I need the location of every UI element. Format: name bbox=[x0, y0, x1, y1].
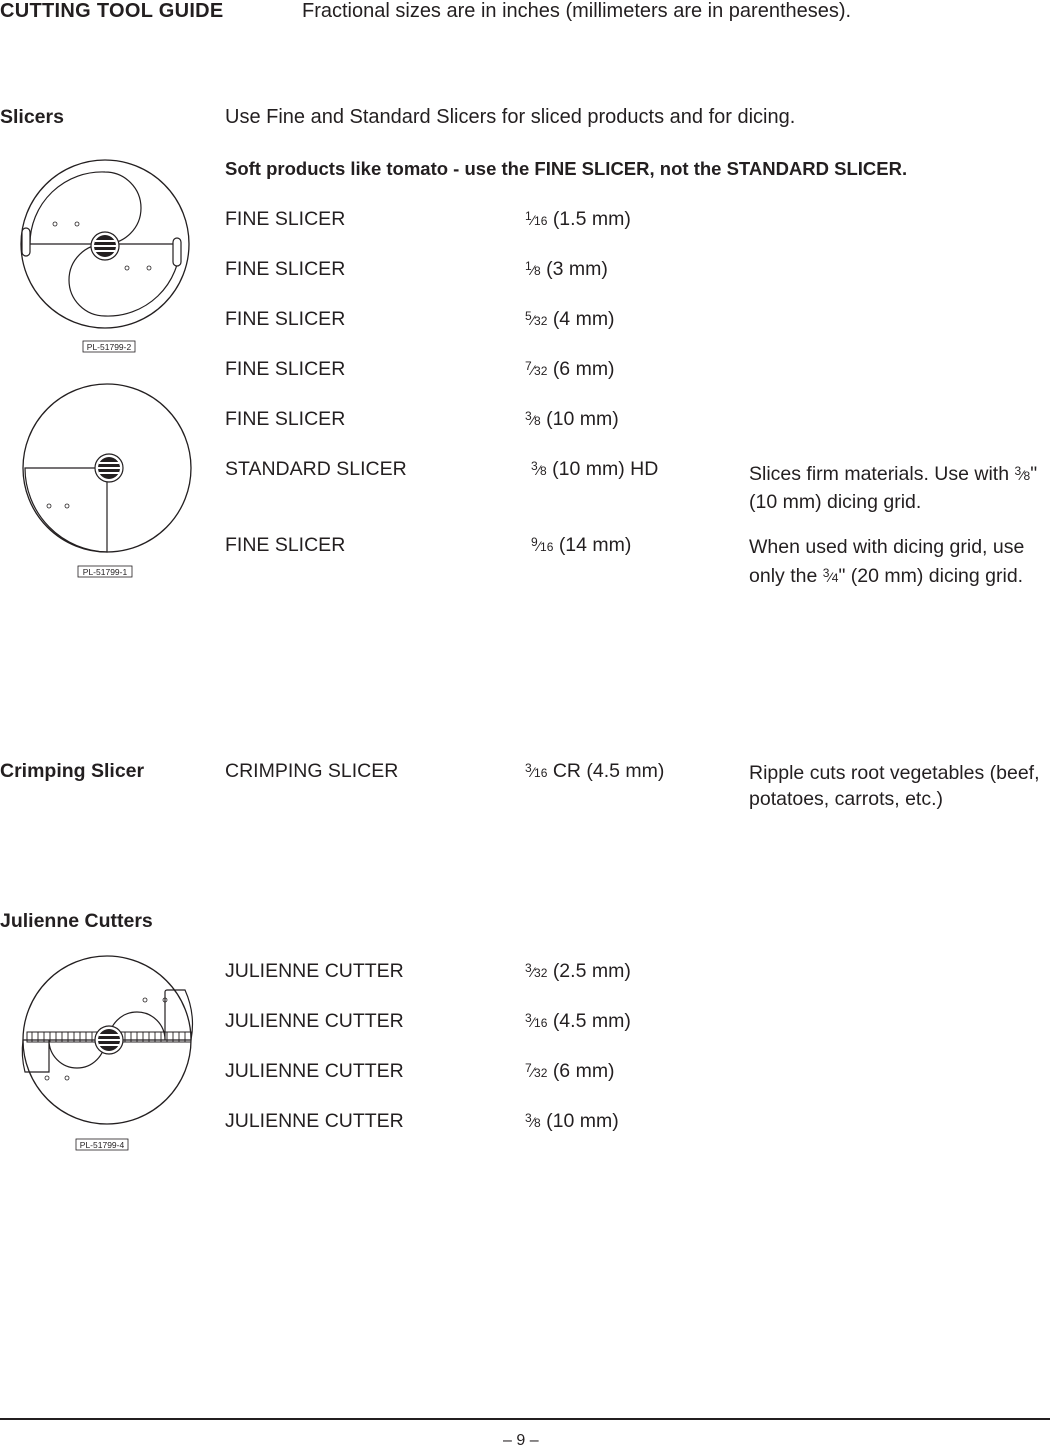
tool-name: FINE SLICER bbox=[225, 534, 346, 556]
tool-size: 3⁄8 (10 mm) bbox=[525, 408, 619, 430]
tool-name: FINE SLICER bbox=[225, 208, 346, 230]
tool-size: 3⁄32 (2.5 mm) bbox=[525, 960, 631, 982]
section-label-slicers: Slicers bbox=[0, 106, 64, 128]
fine-slicer-disc-figure bbox=[15, 158, 195, 358]
tool-name: JULIENNE CUTTER bbox=[225, 1060, 404, 1082]
slicers-warning: Soft products like tomato - use the FINE SLICER, not the STANDARD SLICER. bbox=[225, 158, 908, 179]
section-label-crimping: Crimping Slicer bbox=[0, 760, 145, 782]
figure-tag: PL-51799-1 bbox=[82, 567, 128, 577]
page-title: CUTTING TOOL GUIDE bbox=[0, 0, 224, 22]
figure-tag: PL-51799-2 bbox=[86, 342, 132, 352]
footer-divider bbox=[0, 1418, 1050, 1420]
standard-slicer-disc-figure bbox=[15, 380, 195, 580]
tool-name: JULIENNE CUTTER bbox=[225, 960, 404, 982]
tool-name: FINE SLICER bbox=[225, 358, 346, 380]
slicers-intro: Use Fine and Standard Slicers for sliced products and for dicing. bbox=[225, 106, 796, 128]
tool-name: FINE SLICER bbox=[225, 308, 346, 330]
tool-size: 1⁄16 (1.5 mm) bbox=[525, 208, 631, 230]
page-number: – 9 – bbox=[503, 1432, 539, 1449]
tool-name: STANDARD SLICER bbox=[225, 458, 407, 480]
tool-size: 1⁄8 (3 mm) bbox=[525, 258, 608, 280]
tool-size: 3⁄8 (10 mm) bbox=[525, 1110, 619, 1132]
tool-name: JULIENNE CUTTER bbox=[225, 1110, 404, 1132]
tool-name: CRIMPING SLICER bbox=[225, 760, 399, 782]
julienne-cutter-disc-figure bbox=[15, 952, 200, 1157]
tool-note: Ripple cuts root vegetables (beef, potatoes, carrots, etc.) bbox=[749, 762, 1040, 810]
tool-note: Slices firm materials. Use with 3⁄8" (10 mm) dicing grid. bbox=[749, 463, 1038, 513]
tool-size: 5⁄32 (4 mm) bbox=[525, 308, 615, 330]
tool-size: 3⁄16 (4.5 mm) bbox=[525, 1010, 631, 1032]
section-label-julienne: Julienne Cutters bbox=[0, 910, 153, 932]
tool-name: JULIENNE CUTTER bbox=[225, 1010, 404, 1032]
tool-size: 3⁄8 (10 mm) HD bbox=[531, 458, 659, 480]
tool-size: 9⁄16 (14 mm) bbox=[531, 534, 632, 556]
tool-note: When used with dicing grid, use only the 3⁄4" (20 mm) dicing grid. bbox=[749, 536, 1025, 587]
tool-name: FINE SLICER bbox=[225, 258, 346, 280]
figure-tag: PL-51799-4 bbox=[79, 1140, 125, 1150]
tool-size: 7⁄32 (6 mm) bbox=[525, 1060, 615, 1082]
tool-name: FINE SLICER bbox=[225, 408, 346, 430]
tool-size: 7⁄32 (6 mm) bbox=[525, 358, 615, 380]
tool-size: 3⁄16 CR (4.5 mm) bbox=[525, 760, 665, 782]
header-note: Fractional sizes are in inches (millimeters are in parentheses). bbox=[302, 0, 852, 22]
